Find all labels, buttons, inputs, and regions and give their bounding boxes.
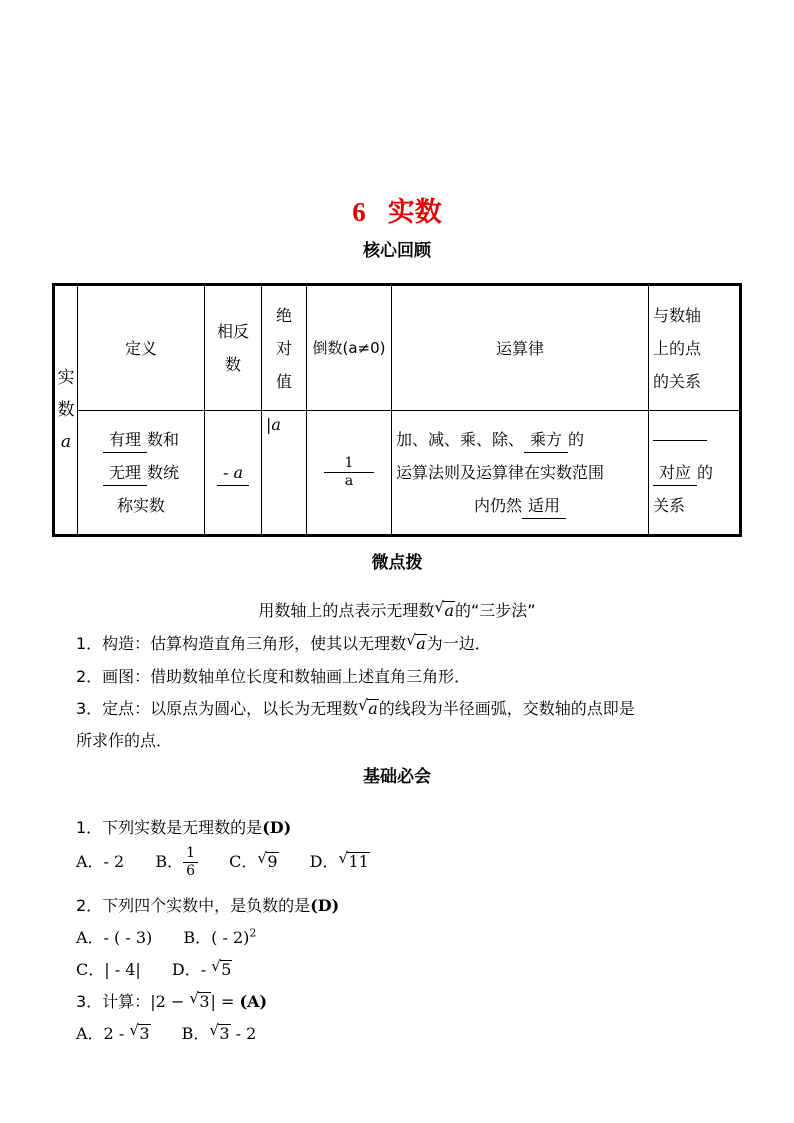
cell-laws: 加、减、乘、除、 乘方 的 运算法则及运算律在实数范围 内仍然 适用 (392, 411, 649, 536)
q3-option-a: A．2 - √ 3 (76, 1021, 151, 1044)
q3-option-b: B．√ 3 - 2 (182, 1021, 257, 1044)
q1-option-c: C．√ 9 (229, 849, 278, 872)
q1-option-a: A．- 2 (76, 852, 125, 871)
row-header-real-number: 实 数 a (54, 285, 78, 536)
question-3-answer: (A) (239, 992, 268, 1011)
q2-option-c: C．| - 4| (76, 960, 141, 979)
blank-correspond: 对应 (653, 461, 697, 486)
question-3-stem: 3．计算：|2 − √ 3| = (A) (76, 989, 267, 1012)
question-1-stem: 1．下列实数是无理数的是(D) (76, 818, 292, 837)
tip-step-2: 2．画图：借助数轴单位长度和数轴画上述直角三角形． (76, 667, 471, 686)
tips-heading: 微点拨 (371, 553, 423, 573)
tip-step-3: 3．定点：以原点为圆心，以长为无理数√ a的线段为半径画弧，交数轴的点即是 (76, 696, 635, 719)
core-review-table (52, 283, 742, 537)
blank-rational: 有理 (103, 428, 147, 453)
tip-step-3-cont: 所求作的点． (76, 731, 173, 750)
q2-option-d: D．- √ 5 (172, 957, 233, 980)
cell-absolute: |a (262, 411, 307, 536)
header-definition: 定义 (78, 285, 205, 411)
question-2-options-cd (76, 957, 258, 980)
cell-reciprocal: $\frac{1}{a}$ (307, 411, 392, 536)
question-2-options-ab (76, 925, 282, 948)
lesson-name: 实数 (387, 197, 442, 228)
blank-power: 乘方 (524, 428, 568, 453)
header-reciprocal: 倒数(a≠0) (307, 285, 392, 411)
blank-applicable: 适用 (522, 494, 566, 519)
q2-option-a: A．- ( - 3) (76, 928, 153, 947)
cell-opposite: - a (205, 411, 262, 536)
question-1-options (76, 845, 396, 880)
header-absolute: 绝 对 值 (262, 285, 307, 411)
tips-subtitle: 用数轴上的点表示无理数√ a的“三步法” (0, 598, 794, 621)
blank-irrational: 无理 (103, 461, 147, 486)
question-2-stem: 2．下列四个实数中，是负数的是(D) (76, 896, 340, 915)
tip-step-1: 1．构造：估算构造直角三角形，使其以无理数√ a为一边． (76, 631, 491, 654)
question-3-options (76, 1021, 282, 1044)
cell-definition: 有理 数和 无理 数统 称实数 (78, 411, 205, 536)
core-review-heading: 核心回顾 (363, 241, 431, 261)
cell-axis-relation: 对应 的 关系 (649, 411, 741, 536)
q2-option-b: B．( - 2)$^2$ (183, 926, 257, 947)
header-laws: 运算律 (392, 285, 649, 411)
question-2-answer: (D) (310, 896, 340, 915)
header-opposite: 相反 数 (205, 285, 262, 411)
question-1-answer: (D) (262, 818, 292, 837)
basics-heading: 基础必会 (363, 767, 431, 787)
q1-option-b: B． $\frac{1}{6}$ (155, 845, 198, 880)
q1-option-d: D．√ 11 (310, 849, 370, 872)
lesson-title (0, 190, 794, 229)
lesson-number: 6 (352, 197, 366, 227)
header-axis-relation: 与数轴 上的点 的关系 (649, 285, 741, 411)
